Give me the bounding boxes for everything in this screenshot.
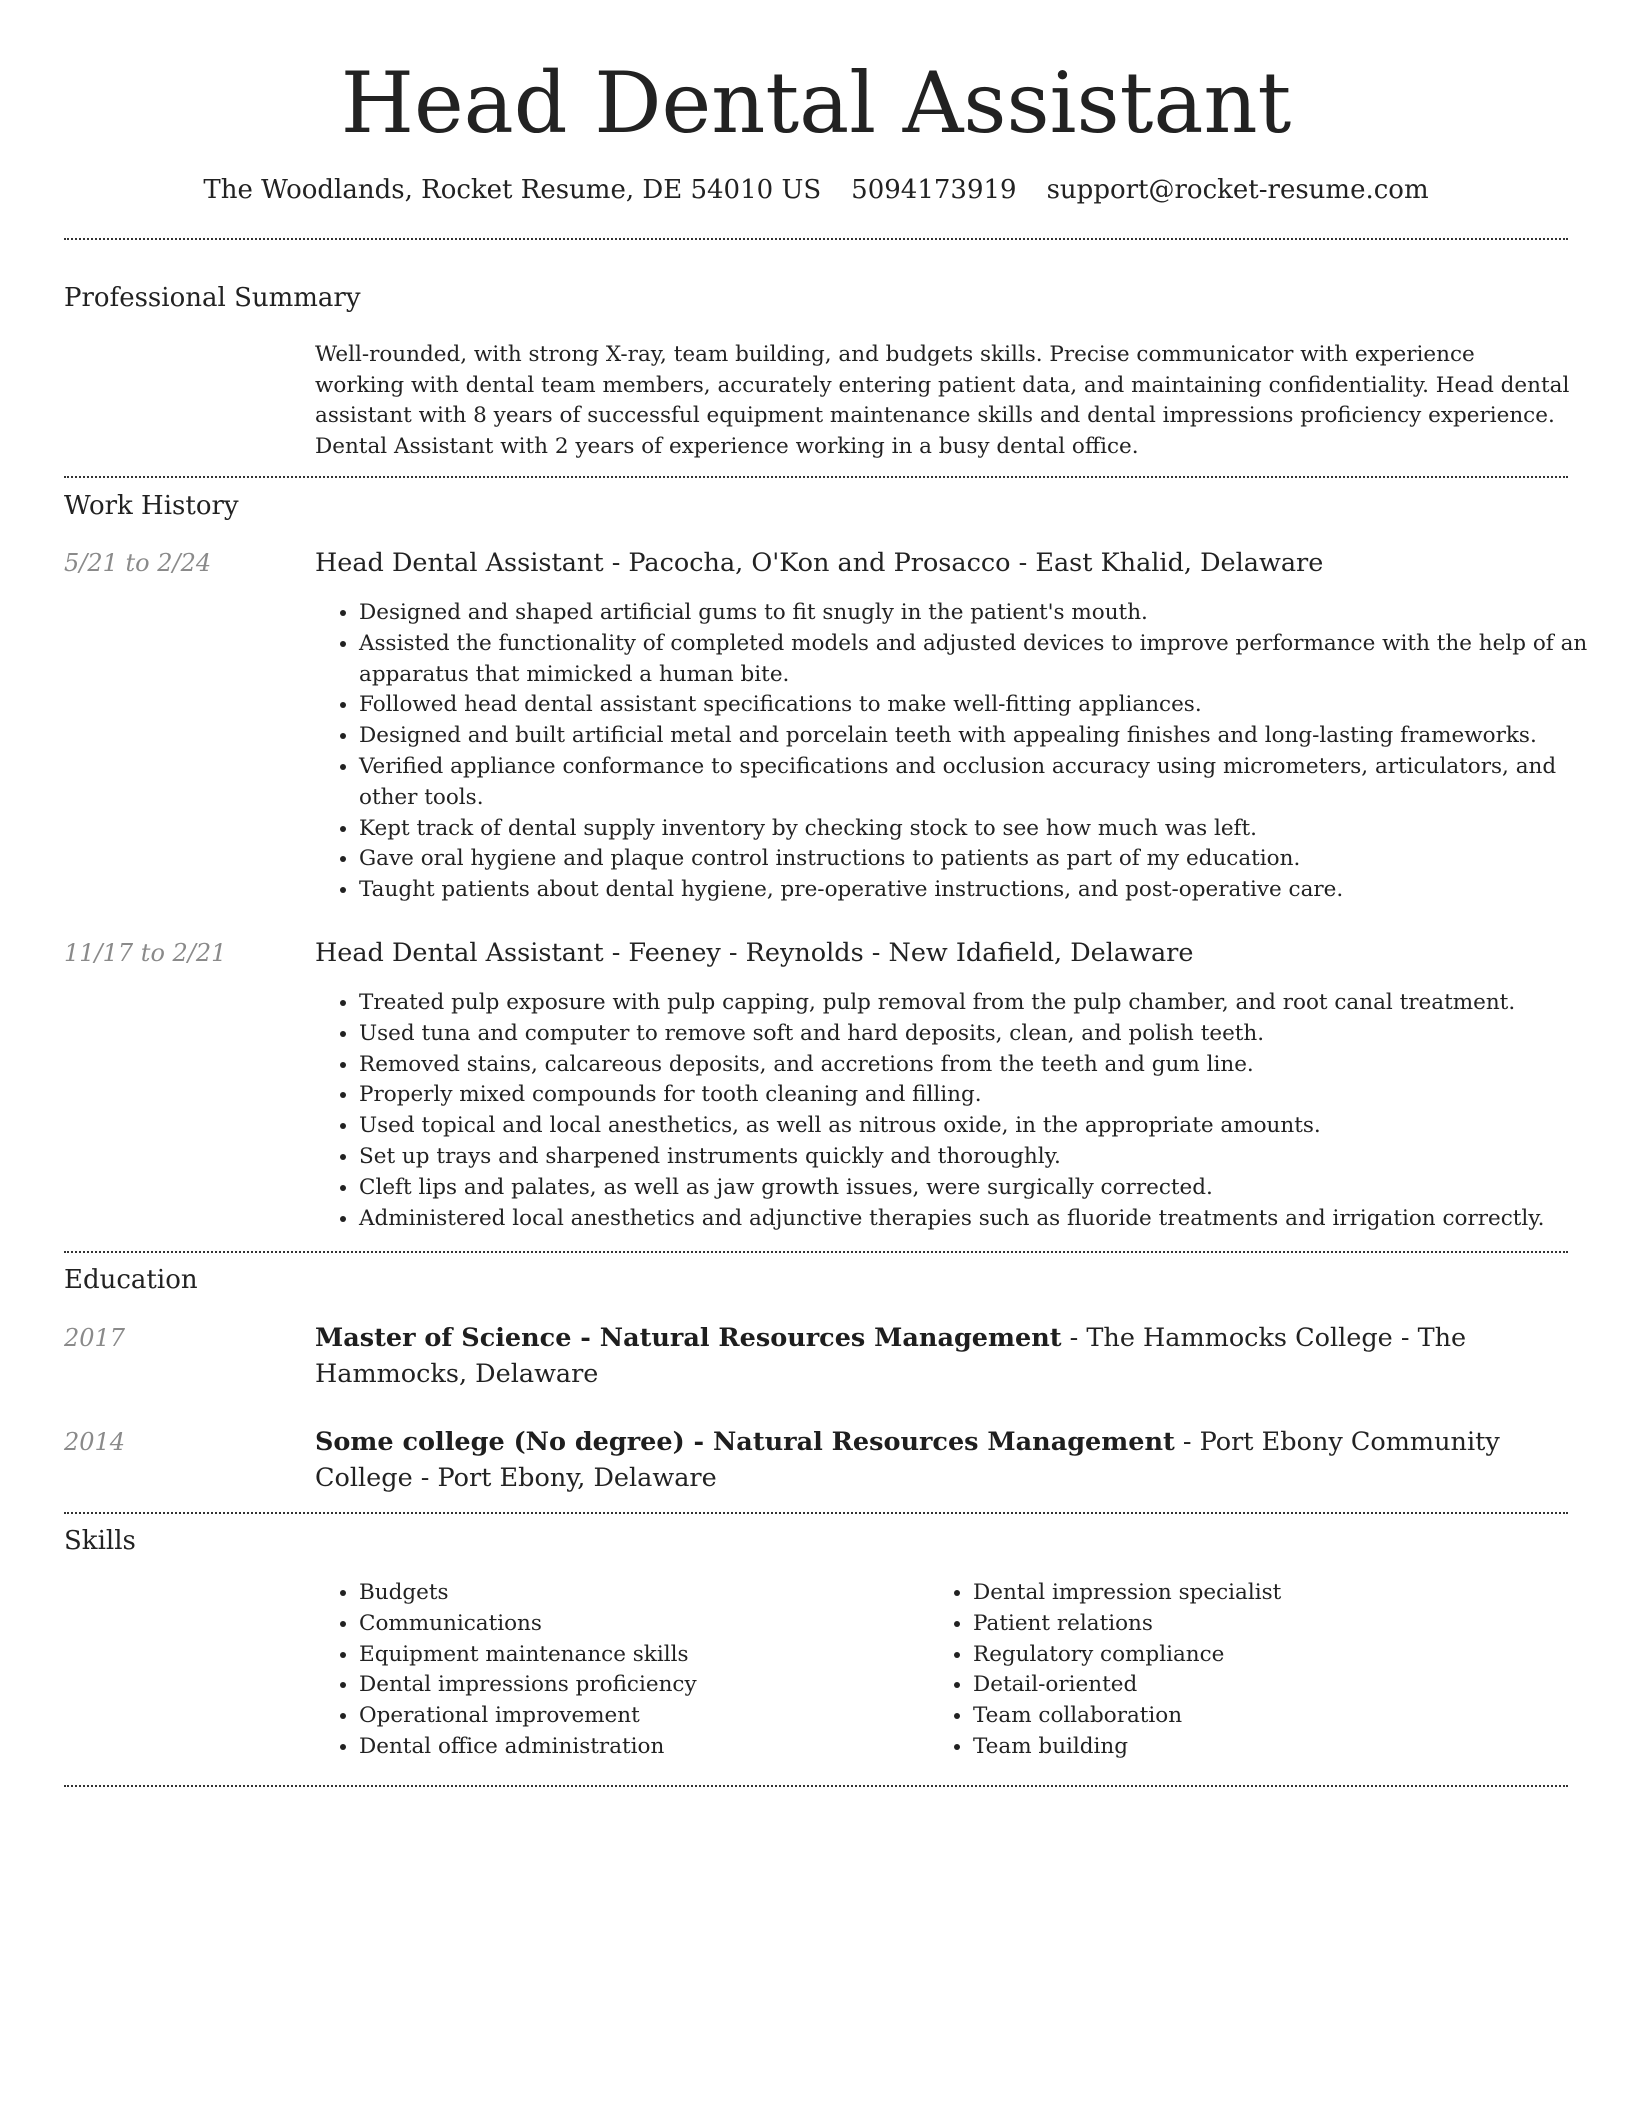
education-entry xyxy=(315,1424,1570,1496)
job-bullet: • Followed head dental assistant specifications to make well-fitting appliances. xyxy=(359,690,1614,721)
job-bullet: • Assisted the functionality of completed models and adjusted devices to improve performance with the help of an apparatus that mimicked a human bite. xyxy=(359,629,1614,691)
skills-heading: Skills xyxy=(64,1526,136,1556)
divider xyxy=(64,238,1568,240)
summary-text: Well-rounded, with strong X-ray, team building, and budgets skills. Precise communicator with experience working with dental team members, accurately entering patient data, and maintaining confidentiality. Head dental assistant with 8 years of successful equipment maintenance skills and dental impressions proficiency experience. Dental Assistant with 2 years of experience working in a busy dental office. xyxy=(315,342,1570,459)
job-bullets xyxy=(315,988,1614,1234)
education-degree: Master of Science - Natural Resources Management xyxy=(315,1323,1062,1353)
contact-address: The Woodlands, Rocket Resume, DE 54010 US xyxy=(203,175,822,205)
job-employer: - Pacocha, O'Kon and Prosacco - East Khalid, Delaware xyxy=(603,548,1324,578)
skills-list-left xyxy=(315,1578,929,1763)
job-bullet: • Taught patients about dental hygiene, pre-operative instructions, and post-operative care. xyxy=(359,875,1614,906)
education-entry xyxy=(315,1320,1570,1392)
job-role: Head Dental Assistant xyxy=(315,548,604,578)
education-year: 2014 xyxy=(64,1428,126,1456)
job-bullet: • Treated pulp exposure with pulp capping, pulp removal from the pulp chamber, and root canal treatment. xyxy=(359,988,1614,1019)
job-bullet: • Verified appliance conformance to specifications and occlusion accuracy using micrometers, articulators, and other tools. xyxy=(359,752,1614,814)
job-bullet: • Kept track of dental supply inventory by checking stock to see how much was left. xyxy=(359,814,1614,845)
job-employer: - Feeney - Reynolds - New Idafield, Delaware xyxy=(603,938,1194,968)
skill-item: • Dental impression specialist xyxy=(973,1578,1573,1609)
job-title xyxy=(315,545,1570,581)
skill-item: • Equipment maintenance skills xyxy=(359,1640,929,1671)
education-year: 2017 xyxy=(64,1324,126,1352)
contact-line xyxy=(0,170,1632,210)
divider xyxy=(64,1785,1568,1787)
job-bullet: • Removed stains, calcareous deposits, and accretions from the teeth and gum line. xyxy=(359,1050,1614,1081)
resume-name: Head Dental Assistant xyxy=(340,54,1292,152)
job-title xyxy=(315,935,1570,971)
skill-item: • Regulatory compliance xyxy=(973,1640,1573,1671)
skill-item: • Dental office administration xyxy=(359,1732,929,1763)
education-school: - Port Ebony Community College - Port Ebony, Delaware xyxy=(315,1427,1500,1493)
job-bullet: • Designed and built artificial metal and porcelain teeth with appealing finishes and long-lasting frameworks. xyxy=(359,721,1614,752)
job-bullets xyxy=(315,598,1614,906)
job-bullet: • Cleft lips and palates, as well as jaw growth issues, were surgically corrected. xyxy=(359,1173,1614,1204)
job-bullet: • Administered local anesthetics and adjunctive therapies such as fluoride treatments and irrigation correctly. xyxy=(359,1204,1614,1235)
education-degree: Some college (No degree) - Natural Resources Management xyxy=(315,1427,1175,1457)
job-bullet: • Properly mixed compounds for tooth cleaning and filling. xyxy=(359,1080,1614,1111)
job-dates: 11/17 to 2/21 xyxy=(64,939,227,967)
contact-email[interactable]: support@rocket-resume.com xyxy=(1046,175,1429,205)
divider xyxy=(64,1512,1568,1514)
contact-phone: 5094173919 xyxy=(851,175,1017,205)
work-history-heading: Work History xyxy=(64,491,239,521)
job-bullet: • Gave oral hygiene and plaque control instructions to patients as part of my education. xyxy=(359,844,1614,875)
skill-item: • Communications xyxy=(359,1609,929,1640)
job-bullet: • Used topical and local anesthetics, as well as nitrous oxide, in the appropriate amounts. xyxy=(359,1111,1614,1142)
education-heading: Education xyxy=(64,1265,198,1295)
skill-item: • Operational improvement xyxy=(359,1701,929,1732)
skill-item: • Patient relations xyxy=(973,1609,1573,1640)
education-school: - The Hammocks College - The Hammocks, Delaware xyxy=(315,1323,1467,1389)
skill-item: • Dental impressions proficiency xyxy=(359,1670,929,1701)
skill-item: • Budgets xyxy=(359,1578,929,1609)
summary-heading: Professional Summary xyxy=(64,283,361,313)
job-bullet: • Set up trays and sharpened instruments quickly and thoroughly. xyxy=(359,1142,1614,1173)
divider xyxy=(64,476,1568,478)
skills-list-right xyxy=(929,1578,1573,1763)
skill-item: • Team collaboration xyxy=(973,1701,1573,1732)
divider xyxy=(64,1251,1568,1253)
job-bullet: • Designed and shaped artificial gums to fit snugly in the patient's mouth. xyxy=(359,598,1614,629)
job-dates: 5/21 to 2/24 xyxy=(64,549,212,577)
skill-item: • Team building xyxy=(973,1732,1573,1763)
skill-item: • Detail-oriented xyxy=(973,1670,1573,1701)
job-role: Head Dental Assistant xyxy=(315,938,604,968)
job-bullet: • Used tuna and computer to remove soft and hard deposits, clean, and polish teeth. xyxy=(359,1019,1614,1050)
